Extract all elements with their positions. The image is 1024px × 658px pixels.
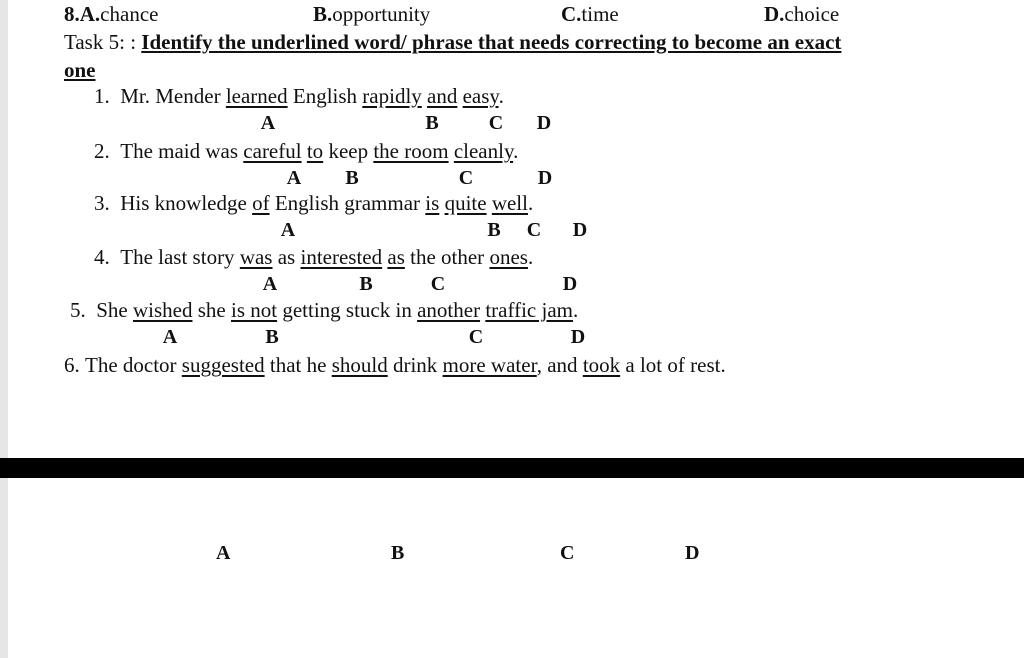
option-c-phrase: quite [444, 191, 487, 215]
page-divider [0, 458, 1024, 478]
question-text: The maid was [120, 139, 244, 163]
option-letter: D. [764, 2, 785, 26]
question-5 [70, 298, 578, 323]
option-a-phrase: suggested [181, 353, 265, 377]
answer-b: B [391, 542, 405, 564]
question-text: She [96, 298, 133, 322]
question-number: 3. [94, 191, 110, 215]
question-text: Mr. Mender [120, 84, 226, 108]
option-d-phrase: traffic jam [485, 298, 573, 322]
answer-a: A [216, 542, 231, 564]
label-b: B [265, 326, 279, 348]
option-a-phrase: careful [243, 139, 302, 163]
option-d-phrase: well [491, 191, 528, 215]
label-a: A [262, 273, 278, 295]
option-8a [64, 2, 158, 27]
task-title: Identify the underlined word/ phrase that needs correcting to become an exact [141, 30, 842, 54]
label-b: B [359, 273, 373, 295]
option-a-phrase: of [252, 191, 270, 215]
option-b-phrase: is [425, 191, 440, 215]
label-a: A [286, 167, 302, 189]
option-b-phrase: rapidly [362, 84, 422, 108]
question-text: as [272, 245, 301, 269]
question-number: 1. [94, 84, 110, 108]
option-b-phrase: is not [231, 298, 278, 322]
question-text: . [572, 298, 579, 322]
option-c-phrase: more water [442, 353, 537, 377]
question-number: 8. [64, 2, 80, 26]
option-text: choice [784, 2, 840, 26]
question-number: 2. [94, 139, 110, 163]
label-b: B [425, 112, 439, 134]
option-letter: B. [313, 2, 333, 26]
label-c: C [430, 273, 446, 295]
question-3 [94, 191, 533, 216]
label-d: D [537, 167, 553, 189]
option-letter: A. [79, 2, 101, 26]
task-heading [64, 30, 841, 55]
question-text: , and [536, 353, 583, 377]
question-text: The doctor [85, 353, 182, 377]
label-a: A [260, 112, 276, 134]
question-text: that he [264, 353, 332, 377]
question-text: drink [387, 353, 443, 377]
question-number: 5. [70, 298, 86, 322]
question-text: getting stuck in [277, 298, 418, 322]
task-title-cont: one [64, 58, 96, 82]
question-text: keep [323, 139, 374, 163]
option-c-phrase: another [417, 298, 481, 322]
question-text: . [513, 139, 519, 163]
option-d-phrase: took [582, 353, 621, 377]
task-heading-cont [64, 58, 96, 83]
label-c: C [526, 219, 542, 241]
question-number: 6. [64, 353, 80, 377]
question-text: English [287, 84, 363, 108]
question-6 [64, 353, 726, 378]
option-d-phrase: cleanly [453, 139, 514, 163]
option-c-phrase: the room [373, 139, 449, 163]
option-text: time [581, 2, 619, 26]
option-c-phrase: and [427, 84, 458, 108]
label-d: D [562, 273, 578, 295]
question-1 [94, 84, 504, 109]
answer-c: C [560, 542, 575, 564]
label-c: C [488, 112, 504, 134]
task-prefix: Task 5: : [64, 30, 142, 54]
label-b: B [487, 219, 501, 241]
option-b-phrase: to [306, 139, 324, 163]
option-letter: C. [561, 2, 582, 26]
label-c: C [458, 167, 474, 189]
label-d: D [536, 112, 552, 134]
label-d: D [570, 326, 586, 348]
label-a: A [280, 219, 296, 241]
question-text: . [498, 84, 504, 108]
question-4 [94, 245, 533, 270]
label-c: C [468, 326, 484, 348]
option-b-phrase: should [331, 353, 388, 377]
answer-d: D [685, 542, 700, 564]
label-b: B [345, 167, 359, 189]
left-margin-bar [0, 0, 8, 658]
question-text: His knowledge [120, 191, 253, 215]
option-c-phrase: as [387, 245, 405, 269]
question-text: English grammar [269, 191, 426, 215]
label-a: A [162, 326, 178, 348]
option-8c [561, 2, 619, 27]
option-8d [764, 2, 839, 27]
option-d-phrase: ones [489, 245, 528, 269]
question-text: . [527, 191, 534, 215]
question-2 [94, 139, 518, 164]
question-number: 4. [94, 245, 110, 269]
question-text: . [527, 245, 534, 269]
option-text: opportunity [332, 2, 431, 26]
option-b-phrase: interested [300, 245, 383, 269]
option-8b [313, 2, 430, 27]
option-a-phrase: learned [225, 84, 288, 108]
question-text: she [192, 298, 231, 322]
option-text: chance [100, 2, 159, 26]
option-a-phrase: wished [133, 298, 193, 322]
question-text: The last story [120, 245, 240, 269]
question-text: a lot of rest. [620, 353, 726, 377]
label-d: D [572, 219, 588, 241]
option-a-phrase: was [239, 245, 273, 269]
question-text: the other [404, 245, 490, 269]
option-d-phrase: easy [462, 84, 499, 108]
